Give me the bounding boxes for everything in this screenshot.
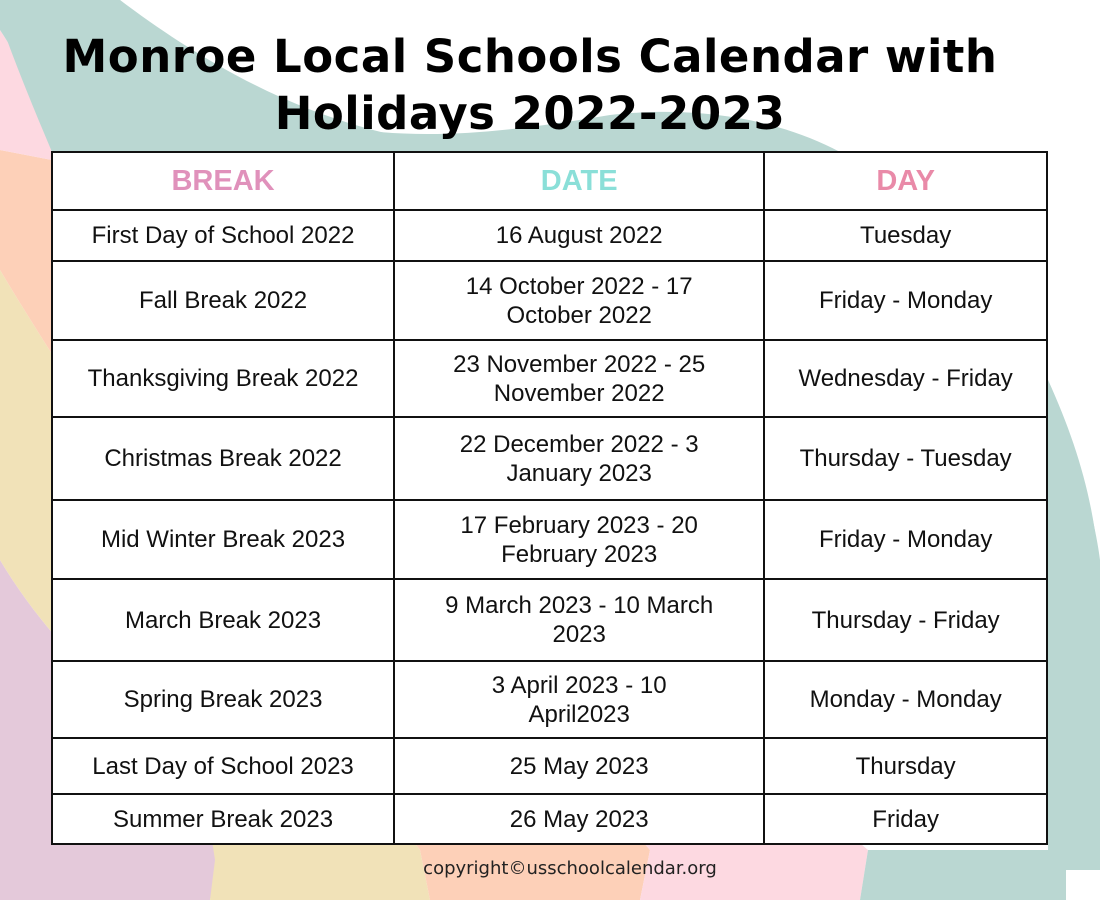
- date-cell: 16 August 2022: [394, 210, 764, 261]
- break-cell: Fall Break 2022: [52, 261, 394, 340]
- break-cell: Thanksgiving Break 2022: [52, 340, 394, 417]
- table-row: [52, 500, 1047, 579]
- date-cell: 23 November 2022 - 25 November 2022: [394, 340, 764, 417]
- table-row: [52, 579, 1047, 661]
- day-cell: Friday: [764, 794, 1047, 844]
- day-cell: Thursday - Friday: [764, 579, 1047, 661]
- day-cell: Monday - Monday: [764, 661, 1047, 738]
- date-cell: 26 May 2023: [394, 794, 764, 844]
- break-cell: First Day of School 2022: [52, 210, 394, 261]
- page-title: [0, 28, 1060, 142]
- title-line-2: Holidays 2022-2023: [274, 87, 786, 140]
- break-cell: Last Day of School 2023: [52, 738, 394, 794]
- break-cell: Spring Break 2023: [52, 661, 394, 738]
- day-cell: Tuesday: [764, 210, 1047, 261]
- date-cell: 22 December 2022 - 3 January 2023: [394, 417, 764, 500]
- day-cell: Friday - Monday: [764, 500, 1047, 579]
- title-line-1: Monroe Local Schools Calendar with: [62, 30, 998, 83]
- table-row: [52, 661, 1047, 738]
- day-cell: Friday - Monday: [764, 261, 1047, 340]
- break-cell: Summer Break 2023: [52, 794, 394, 844]
- table-header-row: [52, 152, 1047, 210]
- table-row: [52, 261, 1047, 340]
- table-row: [52, 738, 1047, 794]
- day-cell: Thursday: [764, 738, 1047, 794]
- break-cell: Mid Winter Break 2023: [52, 500, 394, 579]
- date-cell: 3 April 2023 - 10 April2023: [394, 661, 764, 738]
- table-row: [52, 340, 1047, 417]
- table-row: [52, 794, 1047, 844]
- date-cell: 9 March 2023 - 10 March 2023: [394, 579, 764, 661]
- day-cell: Wednesday - Friday: [764, 340, 1047, 417]
- break-cell: Christmas Break 2022: [52, 417, 394, 500]
- header-date: DATE: [394, 152, 764, 210]
- header-day: DAY: [764, 152, 1047, 210]
- table-row: [52, 210, 1047, 261]
- table-row: [52, 417, 1047, 500]
- date-cell: 17 February 2023 - 20 February 2023: [394, 500, 764, 579]
- day-cell: Thursday - Tuesday: [764, 417, 1047, 500]
- break-cell: March Break 2023: [52, 579, 394, 661]
- date-cell: 14 October 2022 - 17 October 2022: [394, 261, 764, 340]
- header-break: BREAK: [52, 152, 394, 210]
- holiday-calendar-table: [51, 151, 1048, 845]
- date-cell: 25 May 2023: [394, 738, 764, 794]
- copyright-text: copyright©usschoolcalendar.org: [423, 858, 717, 879]
